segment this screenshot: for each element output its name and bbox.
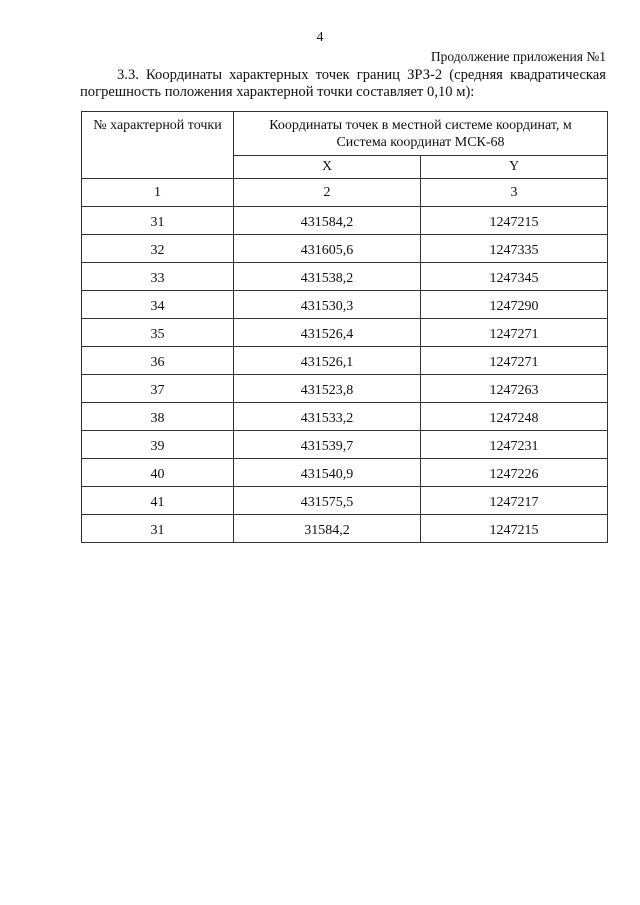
point-number-cell: 37 [82,375,234,403]
x-coordinate-cell: 431533,2 [234,403,421,431]
point-number-cell: 32 [82,235,234,263]
point-number-cell: 38 [82,403,234,431]
coordinates-table [81,111,608,543]
point-number-cell: 31 [82,515,234,543]
y-coordinate-cell: 1247217 [421,487,608,515]
y-coordinate-cell: 1247271 [421,319,608,347]
point-number-cell: 35 [82,319,234,347]
coordinate-system-header-line1: Координаты точек в местной системе координат, м [269,117,572,133]
point-number-cell: 41 [82,487,234,515]
x-coordinate-cell: 431526,4 [234,319,421,347]
point-number-header: № характерной точки [82,112,234,179]
y-coordinate-cell: 1247263 [421,375,608,403]
x-coordinate-cell: 431540,9 [234,459,421,487]
coordinate-system-header-line2: Система координат МСК-68 [336,134,505,150]
section-heading-text: 3.3. Координаты характерных точек границ ЗРЗ-2 (средняя квадратическая погрешность положения характерной точки составляет 0,10 м): [80,67,606,100]
y-coordinate-cell: 1247335 [421,235,608,263]
x-coordinate-cell: 431584,2 [234,207,421,235]
table-row [82,431,608,459]
table-row [82,347,608,375]
y-coordinate-cell: 1247271 [421,347,608,375]
column-index: 3 [421,179,608,207]
table-row [82,235,608,263]
point-number-cell: 34 [82,291,234,319]
x-column-header: X [234,156,421,179]
x-coordinate-cell: 431575,5 [234,487,421,515]
table-row [82,263,608,291]
column-index: 2 [234,179,421,207]
table-row [82,515,608,543]
y-coordinate-cell: 1247215 [421,207,608,235]
y-coordinate-cell: 1247231 [421,431,608,459]
table-row [82,487,608,515]
table-row [82,375,608,403]
x-coordinate-cell: 431526,1 [234,347,421,375]
table-row [82,319,608,347]
section-heading [80,67,606,101]
y-coordinate-cell: 1247248 [421,403,608,431]
point-number-cell: 31 [82,207,234,235]
point-number-cell: 36 [82,347,234,375]
page-number: 4 [316,30,324,45]
column-index: 1 [82,179,234,207]
point-number-cell: 39 [82,431,234,459]
x-coordinate-cell: 431523,8 [234,375,421,403]
y-coordinate-cell: 1247345 [421,263,608,291]
table-row [82,403,608,431]
table-row [82,207,608,235]
table-row [82,459,608,487]
table-row [82,291,608,319]
coordinate-system-header [234,112,608,156]
x-coordinate-cell: 431530,3 [234,291,421,319]
x-coordinate-cell: 431539,7 [234,431,421,459]
point-number-cell: 40 [82,459,234,487]
x-coordinate-cell: 431605,6 [234,235,421,263]
y-column-header: Y [421,156,608,179]
x-coordinate-cell: 31584,2 [234,515,421,543]
point-number-cell: 33 [82,263,234,291]
y-coordinate-cell: 1247290 [421,291,608,319]
y-coordinate-cell: 1247226 [421,459,608,487]
x-coordinate-cell: 431538,2 [234,263,421,291]
y-coordinate-cell: 1247215 [421,515,608,543]
appendix-continuation-note: Продолжение приложения №1 [430,49,606,64]
